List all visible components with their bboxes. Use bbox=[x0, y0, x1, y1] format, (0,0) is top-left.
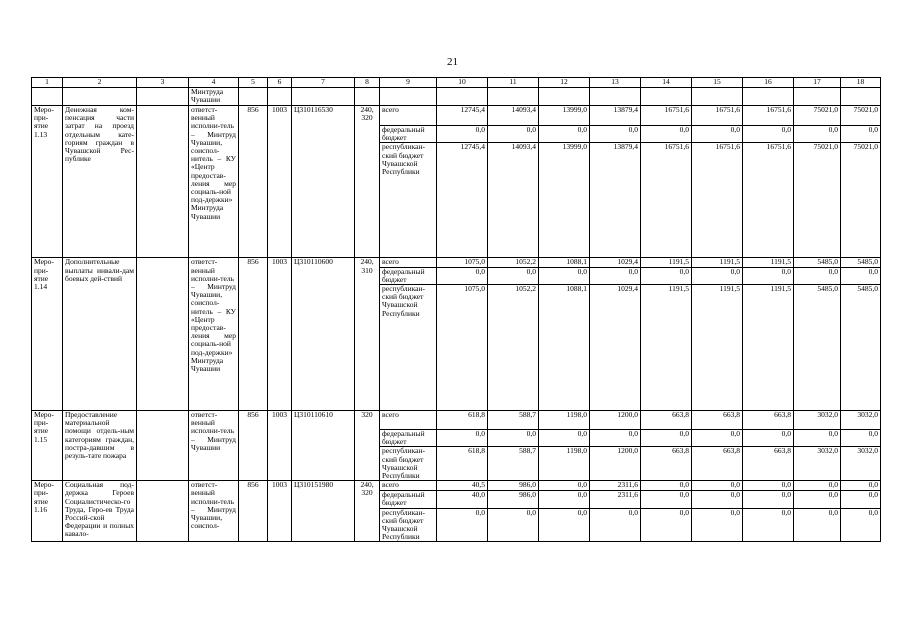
funding-value: 1075,0 bbox=[437, 258, 488, 267]
funding-value: 0,0 bbox=[841, 508, 881, 542]
funding-value: 0,0 bbox=[743, 430, 794, 447]
funding-value: 0,0 bbox=[794, 491, 841, 508]
funding-value: 0,0 bbox=[590, 267, 641, 284]
measure-code: Меро-при-ятие 1.15 bbox=[32, 411, 63, 481]
funding-value: 663,8 bbox=[641, 411, 692, 430]
funding-value: 75021,0 bbox=[841, 143, 881, 258]
funding-value: 0,0 bbox=[743, 267, 794, 284]
grbs-code: 856 bbox=[239, 258, 268, 411]
funding-value: 1191,5 bbox=[641, 258, 692, 267]
funding-value: 75021,0 bbox=[794, 143, 841, 258]
funding-value: 1200,0 bbox=[590, 411, 641, 430]
funding-value: 0,0 bbox=[539, 267, 590, 284]
vr-code: 240, 310 bbox=[355, 258, 380, 411]
funding-value: 0,0 bbox=[841, 491, 881, 508]
funding-value: 5485,0 bbox=[794, 285, 841, 411]
rzpr-code: 1003 bbox=[268, 106, 292, 258]
column-header-9: 9 bbox=[380, 78, 437, 88]
funding-value: 0,0 bbox=[841, 126, 881, 143]
grbs-code: 856 bbox=[239, 411, 268, 481]
column-header-12: 12 bbox=[539, 78, 590, 88]
funding-value: 588,7 bbox=[488, 411, 539, 430]
funding-value: 0,0 bbox=[692, 430, 743, 447]
funding-value: 986,0 bbox=[488, 491, 539, 508]
column-header-18: 18 bbox=[841, 78, 881, 88]
funding-value: 0,0 bbox=[743, 126, 794, 143]
measure-name: Денежная ком-пенсация части затрат на проезд отдельным кате-гориям граждан в Чувашской Рес-публике bbox=[63, 106, 137, 258]
funding-value: 3032,0 bbox=[794, 411, 841, 430]
budget-table bbox=[31, 77, 881, 542]
funding-value: 75021,0 bbox=[794, 106, 841, 126]
funding-value: 1052,2 bbox=[488, 285, 539, 411]
funding-value: 618,8 bbox=[437, 411, 488, 430]
funding-value: 1198,0 bbox=[539, 411, 590, 430]
funding-value: 0,0 bbox=[794, 508, 841, 542]
funding-value: 1088,1 bbox=[539, 258, 590, 267]
column-header-7: 7 bbox=[292, 78, 355, 88]
funding-value: 0,0 bbox=[539, 508, 590, 542]
csr-code: Ц310110610 bbox=[292, 411, 355, 481]
funding-value: 0,0 bbox=[539, 126, 590, 143]
funding-value: 13879,4 bbox=[590, 106, 641, 126]
funding-source: республикан-ский бюджет Чувашской Республики bbox=[380, 143, 437, 258]
funding-value: 16751,6 bbox=[641, 106, 692, 126]
funding-value: 16751,6 bbox=[743, 106, 794, 126]
funding-value: 0,0 bbox=[841, 481, 881, 491]
rzpr-code: 1003 bbox=[268, 411, 292, 481]
funding-value: 0,0 bbox=[539, 491, 590, 508]
funding-value: 14093,4 bbox=[488, 106, 539, 126]
column-header-8: 8 bbox=[355, 78, 380, 88]
funding-value: 16751,6 bbox=[743, 143, 794, 258]
funding-value: 0,0 bbox=[590, 126, 641, 143]
funding-source: всего bbox=[380, 481, 437, 491]
funding-source: республикан-ский бюджет Чувашской Республики bbox=[380, 285, 437, 411]
funding-value: 2311,6 bbox=[590, 481, 641, 491]
funding-value: 0,0 bbox=[841, 430, 881, 447]
funding-value: 16751,6 bbox=[641, 143, 692, 258]
funding-value: 986,0 bbox=[488, 481, 539, 491]
funding-value: 13999,0 bbox=[539, 143, 590, 258]
funding-value: 0,0 bbox=[794, 430, 841, 447]
continuation-text: Минтруда Чувашии bbox=[189, 88, 239, 106]
funding-source: республикан-ский бюджет Чувашской Республики bbox=[380, 508, 437, 542]
funding-value: 0,0 bbox=[488, 267, 539, 284]
table-row bbox=[32, 258, 881, 267]
funding-value: 0,0 bbox=[841, 267, 881, 284]
funding-source: всего bbox=[380, 411, 437, 430]
column-header-5: 5 bbox=[239, 78, 268, 88]
funding-value: 0,0 bbox=[539, 481, 590, 491]
funding-value: 0,0 bbox=[539, 430, 590, 447]
funding-value: 40,0 bbox=[437, 491, 488, 508]
funding-value: 1029,4 bbox=[590, 258, 641, 267]
rzpr-code: 1003 bbox=[268, 481, 292, 542]
funding-value: 1191,5 bbox=[692, 285, 743, 411]
column-header-11: 11 bbox=[488, 78, 539, 88]
grbs-code: 856 bbox=[239, 106, 268, 258]
funding-value: 0,0 bbox=[794, 126, 841, 143]
empty-cell bbox=[137, 411, 189, 481]
funding-value: 1029,4 bbox=[590, 285, 641, 411]
funding-value: 663,8 bbox=[692, 411, 743, 430]
empty-cell bbox=[137, 481, 189, 542]
measure-name: Дополнительные выплаты инвали-дам боевых дей-ствий bbox=[63, 258, 137, 411]
funding-source: федеральный бюджет bbox=[380, 491, 437, 508]
measure-code: Меро-при-ятие 1.14 bbox=[32, 258, 63, 411]
funding-source: республикан-ский бюджет Чувашской Республики bbox=[380, 447, 437, 481]
funding-value: 0,0 bbox=[488, 126, 539, 143]
funding-value: 0,0 bbox=[641, 430, 692, 447]
funding-value: 40,5 bbox=[437, 481, 488, 491]
funding-value: 1075,0 bbox=[437, 285, 488, 411]
funding-value: 0,0 bbox=[692, 491, 743, 508]
funding-value: 16751,6 bbox=[692, 143, 743, 258]
funding-source: федеральный бюджет bbox=[380, 126, 437, 143]
funding-value: 663,8 bbox=[692, 447, 743, 481]
funding-value: 1088,1 bbox=[539, 285, 590, 411]
column-header-15: 15 bbox=[692, 78, 743, 88]
funding-value: 0,0 bbox=[590, 508, 641, 542]
table-row bbox=[32, 411, 881, 430]
measure-executor: ответст-венный исполни-тель – Минтруд Чувашии, соиспол-нитель – КУ «Центр предостав-ления мер социаль-ной под-держки» Минтруда Чувашии bbox=[189, 258, 239, 411]
funding-value: 1052,2 bbox=[488, 258, 539, 267]
column-header-3: 3 bbox=[137, 78, 189, 88]
funding-value: 0,0 bbox=[437, 508, 488, 542]
column-header-2: 2 bbox=[63, 78, 137, 88]
funding-value: 663,8 bbox=[641, 447, 692, 481]
funding-source: всего bbox=[380, 258, 437, 267]
csr-code: Ц310110600 bbox=[292, 258, 355, 411]
column-header-6: 6 bbox=[268, 78, 292, 88]
funding-value: 13999,0 bbox=[539, 106, 590, 126]
funding-value: 0,0 bbox=[794, 267, 841, 284]
funding-value: 0,0 bbox=[641, 491, 692, 508]
funding-value: 0,0 bbox=[743, 491, 794, 508]
rzpr-code: 1003 bbox=[268, 258, 292, 411]
column-header-14: 14 bbox=[641, 78, 692, 88]
measure-executor: ответст-венный исполни-тель – Минтруд Чувашии, соиспол- bbox=[189, 481, 239, 542]
funding-value: 0,0 bbox=[641, 508, 692, 542]
funding-value: 13879,4 bbox=[590, 143, 641, 258]
funding-value: 12745,4 bbox=[437, 106, 488, 126]
funding-value: 0,0 bbox=[488, 430, 539, 447]
funding-value: 0,0 bbox=[488, 508, 539, 542]
funding-value: 618,8 bbox=[437, 447, 488, 481]
funding-value: 3032,0 bbox=[841, 411, 881, 430]
funding-value: 5485,0 bbox=[794, 258, 841, 267]
funding-source: федеральный бюджет bbox=[380, 267, 437, 284]
vr-code: 240, 320 bbox=[355, 106, 380, 258]
funding-value: 0,0 bbox=[641, 481, 692, 491]
measure-code: Меро-при-ятие 1.13 bbox=[32, 106, 63, 258]
measure-executor: ответст-венный исполни-тель – Минтруд Чувашии, соиспол-нитель – КУ «Центр предостав-ления мер социаль-ной под-держки» Минтруда Чувашии bbox=[189, 106, 239, 258]
funding-value: 0,0 bbox=[437, 126, 488, 143]
funding-value: 14093,4 bbox=[488, 143, 539, 258]
csr-code: Ц310151980 bbox=[292, 481, 355, 542]
column-header-1: 1 bbox=[32, 78, 63, 88]
funding-value: 1191,5 bbox=[743, 258, 794, 267]
csr-code: Ц310116530 bbox=[292, 106, 355, 258]
funding-value: 5485,0 bbox=[841, 285, 881, 411]
funding-value: 75021,0 bbox=[841, 106, 881, 126]
funding-value: 1198,0 bbox=[539, 447, 590, 481]
funding-value: 0,0 bbox=[590, 430, 641, 447]
funding-value: 16751,6 bbox=[692, 106, 743, 126]
vr-code: 240, 320 bbox=[355, 481, 380, 542]
table-body bbox=[32, 78, 881, 542]
funding-value: 0,0 bbox=[692, 481, 743, 491]
vr-code: 320 bbox=[355, 411, 380, 481]
funding-value: 0,0 bbox=[692, 267, 743, 284]
column-header-4: 4 bbox=[189, 78, 239, 88]
funding-value: 0,0 bbox=[437, 430, 488, 447]
funding-value: 663,8 bbox=[743, 411, 794, 430]
funding-value: 0,0 bbox=[743, 481, 794, 491]
funding-source: всего bbox=[380, 106, 437, 126]
funding-value: 0,0 bbox=[692, 508, 743, 542]
empty-cell bbox=[137, 258, 189, 411]
page-number: 21 bbox=[447, 56, 458, 68]
funding-value: 1191,5 bbox=[692, 258, 743, 267]
column-header-13: 13 bbox=[590, 78, 641, 88]
funding-value: 588,7 bbox=[488, 447, 539, 481]
funding-value: 0,0 bbox=[692, 126, 743, 143]
funding-value: 1200,0 bbox=[590, 447, 641, 481]
measure-name: Социальная под-держка Героев Социалистическо-го Труда, Геро-ев Труда Россий-ской Федерации и полных кавало- bbox=[63, 481, 137, 542]
column-header-17: 17 bbox=[794, 78, 841, 88]
empty-cell bbox=[137, 106, 189, 258]
grbs-code: 856 bbox=[239, 481, 268, 542]
table-row bbox=[32, 481, 881, 491]
table-row bbox=[32, 106, 881, 126]
funding-value: 3032,0 bbox=[841, 447, 881, 481]
funding-source: федеральный бюджет bbox=[380, 430, 437, 447]
column-header-16: 16 bbox=[743, 78, 794, 88]
funding-value: 2311,6 bbox=[590, 491, 641, 508]
measure-executor: ответст-венный исполни-тель – Минтруд Чувашии bbox=[189, 411, 239, 481]
funding-value: 663,8 bbox=[743, 447, 794, 481]
funding-value: 0,0 bbox=[641, 267, 692, 284]
funding-value: 1191,5 bbox=[743, 285, 794, 411]
continuation-row bbox=[32, 88, 881, 106]
funding-value: 12745,4 bbox=[437, 143, 488, 258]
funding-value: 3032,0 bbox=[794, 447, 841, 481]
header-row bbox=[32, 78, 881, 88]
funding-value: 5485,0 bbox=[841, 258, 881, 267]
funding-value: 0,0 bbox=[794, 481, 841, 491]
funding-value: 0,0 bbox=[743, 508, 794, 542]
funding-value: 0,0 bbox=[641, 126, 692, 143]
funding-value: 1191,5 bbox=[641, 285, 692, 411]
funding-value: 0,0 bbox=[437, 267, 488, 284]
column-header-10: 10 bbox=[437, 78, 488, 88]
measure-code: Меро-при-ятие 1.16 bbox=[32, 481, 63, 542]
measure-name: Предоставление материальной помощи отдель-ным категориям граждан, постра-давшим в резуль-тате пожара bbox=[63, 411, 137, 481]
